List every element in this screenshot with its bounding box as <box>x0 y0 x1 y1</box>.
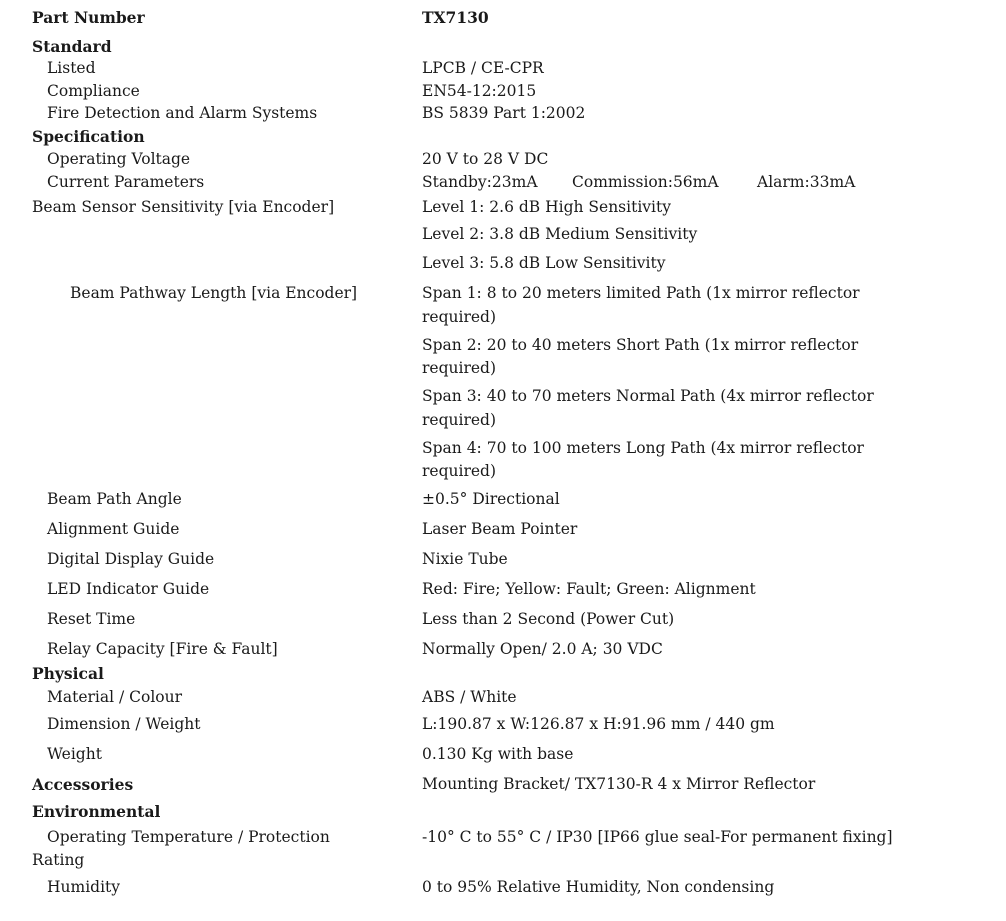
alignment-guide-label: Alignment Guide <box>47 520 180 538</box>
environmental-heading: Environmental <box>32 802 161 821</box>
dimension-value: L:190.87 x W:126.87 x H:91.96 mm / 440 gm <box>422 715 775 733</box>
temperature-label-line-1: Operating Temperature / Protection <box>47 828 330 846</box>
digital-display-value: Nixie Tube <box>422 550 508 568</box>
sensitivity-level-3: Level 3: 5.8 dB Low Sensitivity <box>422 254 666 272</box>
span-1-line-2: required) <box>422 308 496 326</box>
temperature-value: -10° C to 55° C / IP30 [IP66 glue seal-For permanent fixing] <box>422 828 893 846</box>
led-indicator-label: LED Indicator Guide <box>47 580 210 598</box>
digital-display-label: Digital Display Guide <box>47 550 215 568</box>
current-parameters-values <box>422 171 855 194</box>
relay-capacity-value: Normally Open/ 2.0 A; 30 VDC <box>422 640 663 658</box>
span-4-line-2: required) <box>422 462 496 480</box>
listed-value: LPCB / CE-CPR <box>422 59 544 77</box>
pathway-label: Beam Pathway Length [via Encoder] <box>70 284 358 302</box>
humidity-value: 0 to 95% Relative Humidity, Non condensing <box>422 878 775 896</box>
humidity-label: Humidity <box>47 878 121 896</box>
physical-heading: Physical <box>32 664 104 683</box>
current-parameters-label: Current Parameters <box>47 173 205 191</box>
span-2-line-2: required) <box>422 359 496 377</box>
sensitivity-level-2: Level 2: 3.8 dB Medium Sensitivity <box>422 225 698 243</box>
part-number-label: Part Number <box>32 8 145 27</box>
fire-detection-label: Fire Detection and Alarm Systems <box>47 104 318 122</box>
weight-label: Weight <box>47 745 102 763</box>
specification-heading: Specification <box>32 127 145 146</box>
sensitivity-label: Beam Sensor Sensitivity [via Encoder] <box>32 198 335 216</box>
led-indicator-value: Red: Fire; Yellow: Fault; Green: Alignment <box>422 580 756 598</box>
relay-capacity-label: Relay Capacity [Fire & Fault] <box>47 640 278 658</box>
reset-time-value: Less than 2 Second (Power Cut) <box>422 610 675 628</box>
material-value: ABS / White <box>422 688 517 706</box>
span-2-line-1: Span 2: 20 to 40 meters Short Path (1x mirror reflector <box>422 336 859 354</box>
accessories-value: Mounting Bracket/ TX7130-R 4 x Mirror Reflector <box>422 775 816 793</box>
reset-time-label: Reset Time <box>47 610 136 628</box>
standby-current: Standby:23mA <box>422 173 538 191</box>
operating-voltage-value: 20 V to 28 V DC <box>422 150 549 168</box>
part-number-value: TX7130 <box>422 8 489 27</box>
material-label: Material / Colour <box>47 688 183 706</box>
fire-detection-value: BS 5839 Part 1:2002 <box>422 104 586 122</box>
listed-label: Listed <box>47 59 96 77</box>
beam-path-angle-value: ±0.5° Directional <box>422 490 560 508</box>
alignment-guide-value: Laser Beam Pointer <box>422 520 578 538</box>
alarm-current: Alarm:33mA <box>757 173 856 191</box>
standard-heading: Standard <box>32 37 112 56</box>
compliance-value: EN54-12:2015 <box>422 82 537 100</box>
dimension-label: Dimension / Weight <box>47 715 201 733</box>
span-3-line-1: Span 3: 40 to 70 meters Normal Path (4x mirror reflector <box>422 387 874 405</box>
operating-voltage-label: Operating Voltage <box>47 150 191 168</box>
span-4-line-1: Span 4: 70 to 100 meters Long Path (4x mirror reflector <box>422 439 864 457</box>
span-3-line-2: required) <box>422 411 496 429</box>
accessories-label: Accessories <box>32 775 134 794</box>
span-1-line-1: Span 1: 8 to 20 meters limited Path (1x mirror reflector <box>422 284 860 302</box>
temperature-label-line-2: Rating <box>32 851 85 869</box>
compliance-label: Compliance <box>47 82 140 100</box>
sensitivity-level-1: Level 1: 2.6 dB High Sensitivity <box>422 198 671 216</box>
beam-path-angle-label: Beam Path Angle <box>47 490 182 508</box>
commission-current: Commission:56mA <box>572 173 719 191</box>
weight-value: 0.130 Kg with base <box>422 745 574 763</box>
